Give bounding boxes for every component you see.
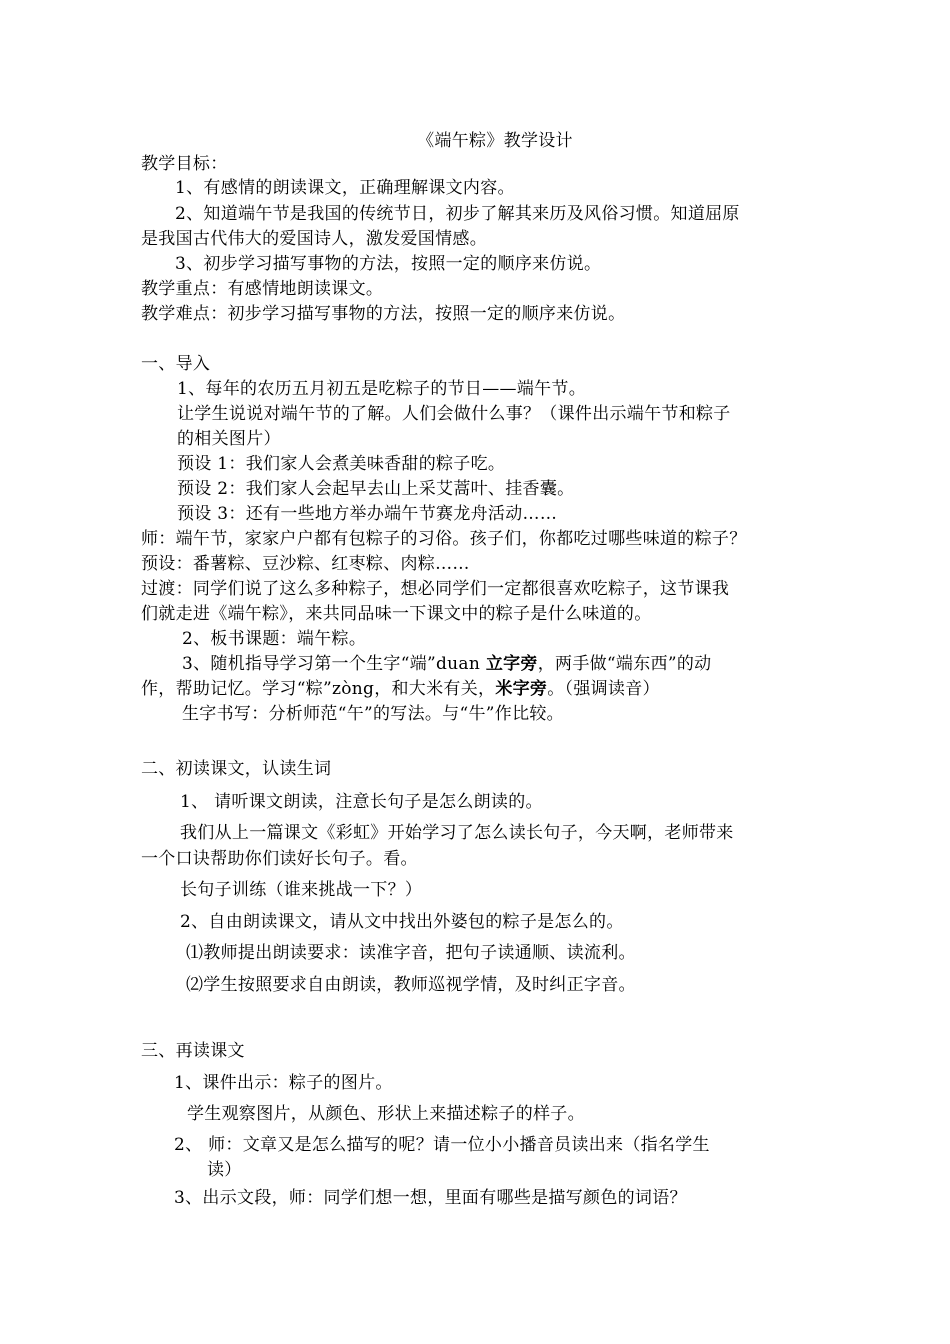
section3-heading: 三、再读课文	[141, 1041, 245, 1061]
section1-p5: 生字书写：分析师范“午”的写法。与“牛”作比较。	[182, 704, 564, 724]
p4-text-c: ，两手做“端东西”的动	[537, 654, 712, 674]
section3-p2: 学生观察图片，从颜色、形状上来描述粽子的样子。	[187, 1104, 585, 1124]
teacher-question: 师：端午节，家家户户都有包粽子的习俗。孩子们，你都吃过哪些味道的粽子？	[141, 529, 747, 549]
section2-p5: ⑴教师提出朗读要求：读准字音，把句子读通顺、读流利。	[186, 943, 636, 963]
radical-mi: 米字旁	[495, 679, 548, 699]
section2-p3: 长句子训练（谁来挑战一下？）	[180, 880, 423, 900]
p4-l2-text-a: 作，帮助记忆。学习“粽”zòng，和大米有关，	[141, 679, 496, 699]
p4-text-a: 3、随机指导学习第一个生字“端”duan	[182, 654, 486, 674]
difficulty: 教学难点：初步学习描写事物的方法，按照一定的顺序来仿说。	[141, 304, 626, 324]
preset-4: 预设：番薯粽、豆沙粽、红枣粽、肉粽……	[141, 554, 470, 574]
section1-p2-line1: 让学生说说对端午节的了解。人们会做什么事？（课件出示端午节和粽子	[177, 404, 731, 424]
preset-1: 预设 1：我们家人会煮美味香甜的粽子吃。	[177, 454, 506, 474]
section3-p3-line1: 2、 师：文章又是怎么描写的呢？请一位小小播音员读出来（指名学生	[174, 1135, 710, 1155]
key-point: 教学重点：有感情地朗读课文。	[141, 279, 384, 299]
document-title: 《端午粽》教学设计	[417, 131, 573, 151]
section2-p4: 2、自由朗读课文，请从文中找出外婆包的粽子是怎么的。	[180, 912, 624, 932]
section3-p1: 1、课件出示：粽子的图片。	[174, 1073, 393, 1093]
section1-p4-line2	[141, 678, 660, 700]
p4-l2-text-c: 。（强调读音）	[547, 679, 660, 699]
transition-line2: 们就走进《端午粽》，来共同品味一下课文中的粽子是什么味道的。	[141, 604, 652, 624]
objective-3: 3、初步学习描写事物的方法，按照一定的顺序来仿说。	[175, 254, 602, 274]
section1-p3: 2、板书课题：端午粽。	[182, 629, 367, 649]
section2-heading: 二、初读课文，认读生词	[141, 759, 332, 779]
section1-p4-line1	[182, 653, 711, 675]
section2-p2-line2: 一个口诀帮助你们读好长句子。看。	[141, 849, 418, 869]
section3-p3-line2: 读）	[207, 1160, 242, 1180]
section1-p2-line2: 的相关图片）	[177, 429, 281, 449]
objective-2-line1: 2、知道端午节是我国的传统节日，初步了解其来历及风俗习惯。知道屈原	[175, 204, 740, 224]
section3-p4: 3、出示文段，师：同学们想一想，里面有哪些是描写颜色的词语？	[174, 1188, 687, 1208]
section2-p6: ⑵学生按照要求自由朗读，教师巡视学情，及时纠正字音。	[186, 975, 636, 995]
objective-1: 1、有感情的朗读课文，正确理解课文内容。	[175, 178, 515, 198]
preset-2: 预设 2：我们家人会起早去山上采艾蒿叶、挂香囊。	[177, 479, 575, 499]
preset-3: 预设 3：还有一些地方举办端午节赛龙舟活动……	[177, 504, 558, 524]
objective-2-line2: 是我国古代伟大的爱国诗人，激发爱国情感。	[141, 229, 487, 249]
radical-li: 立字旁	[485, 654, 538, 674]
section2-p1: 1、 请听课文朗读，注意长句子是怎么朗读的。	[180, 792, 543, 812]
section2-p2-line1: 我们从上一篇课文《彩虹》开始学习了怎么读长句子，今天啊，老师带来	[180, 823, 734, 843]
section1-heading: 一、导入	[141, 354, 211, 374]
transition-line1: 过渡：同学们说了这么多种粽子，想必同学们一定都很喜欢吃粽子，这节课我	[141, 579, 730, 599]
objectives-heading: 教学目标：	[141, 154, 228, 174]
section1-p1: 1、每年的农历五月初五是吃粽子的节日——端午节。	[177, 379, 587, 399]
